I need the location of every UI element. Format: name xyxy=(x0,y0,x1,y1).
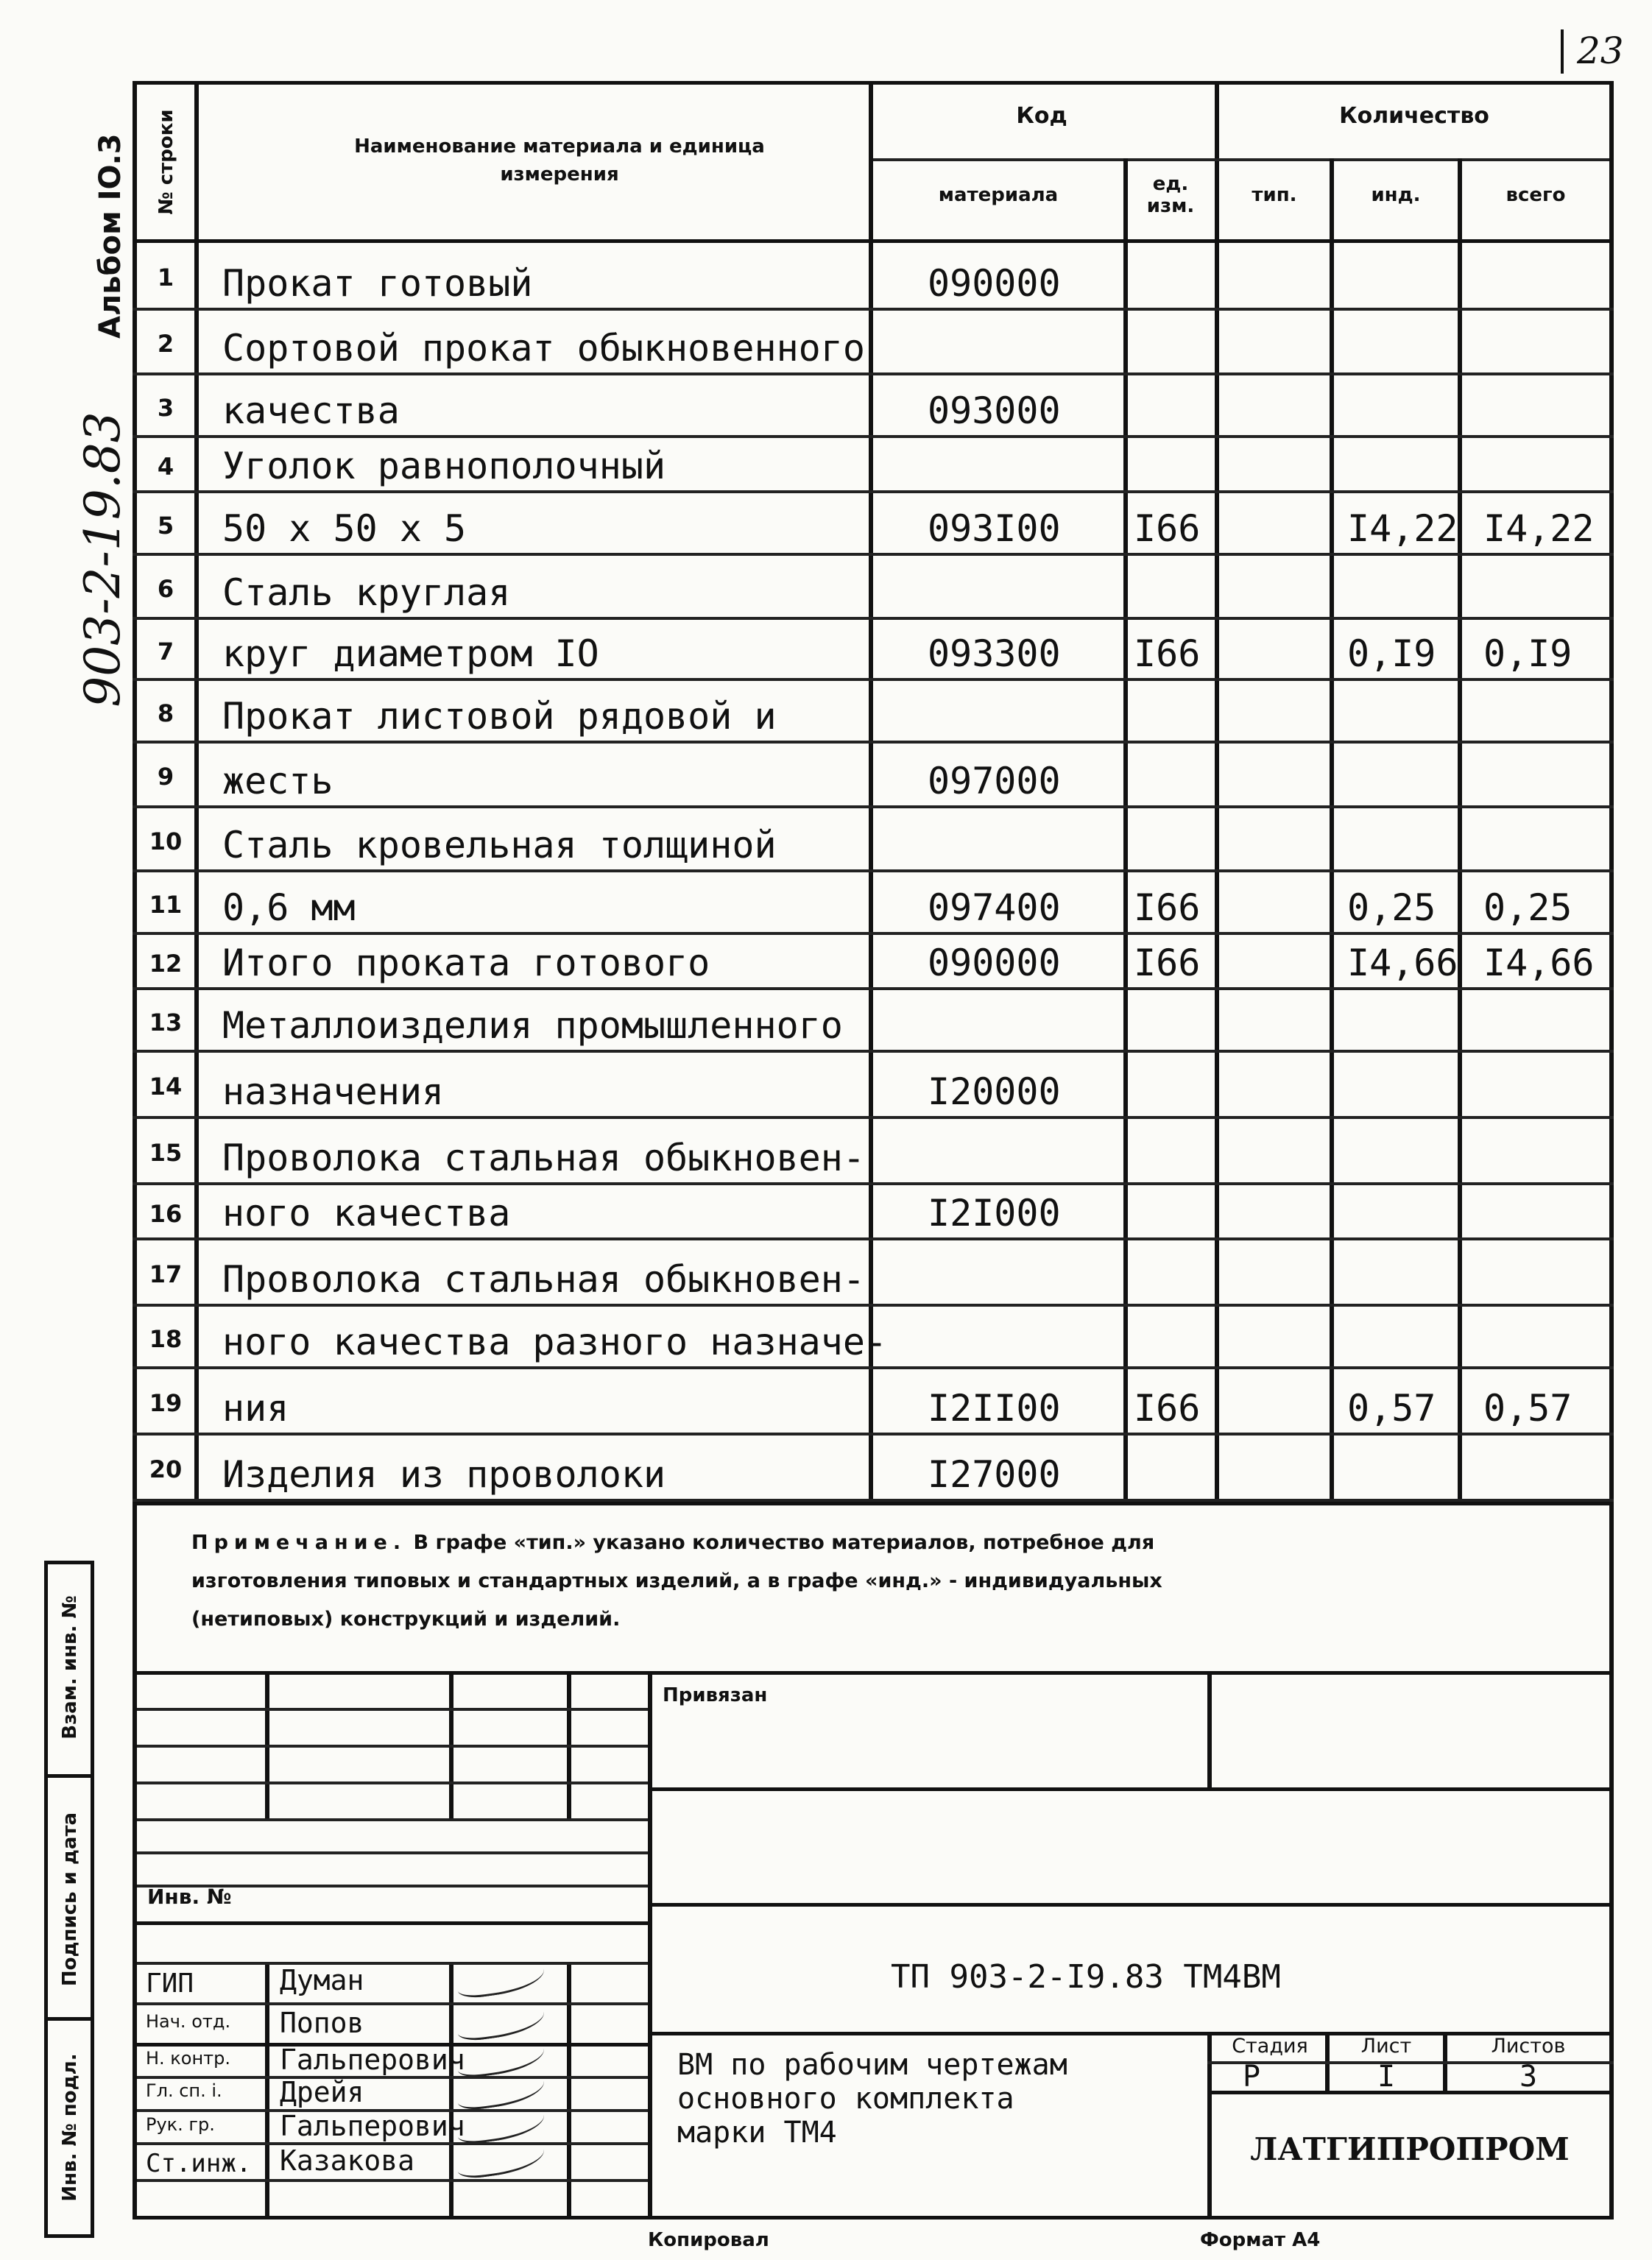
row-number: 10 xyxy=(149,827,183,855)
row-code: 093I00 xyxy=(928,507,1061,550)
header-name: Наименование материала и единица измерения xyxy=(354,135,765,186)
row-number: 13 xyxy=(149,1008,183,1037)
signer-name: Казакова xyxy=(280,2144,415,2177)
row-name: Прокат готовый xyxy=(222,262,533,305)
signature-mark xyxy=(455,1999,547,2043)
row-number: 5 xyxy=(157,511,174,540)
row-number: 3 xyxy=(157,393,174,422)
row-number: 7 xyxy=(157,637,174,665)
table-row xyxy=(133,243,1614,311)
table-row xyxy=(133,493,1614,556)
row-total: I4,22 xyxy=(1483,507,1595,550)
privyazan-label: Привязан xyxy=(663,1684,768,1706)
row-code: I27000 xyxy=(928,1453,1061,1496)
row-number: 8 xyxy=(157,699,174,727)
row-total: 0,I9 xyxy=(1483,632,1572,675)
vzam-inv-label: Взам. инв. № xyxy=(59,1595,81,1740)
signer-name: Гальперович xyxy=(280,2110,465,2142)
signer-name: Гальперович xyxy=(280,2044,465,2076)
row-name: качества xyxy=(222,389,400,432)
row-number: 9 xyxy=(157,763,174,791)
org-name: ЛАТГИПРОПРОМ xyxy=(1250,2131,1570,2167)
sheet-value: I xyxy=(1377,2060,1396,2094)
description xyxy=(677,2048,1067,2150)
row-code: I2II00 xyxy=(928,1387,1061,1430)
row-code: 097400 xyxy=(928,886,1061,929)
table-row xyxy=(133,872,1614,935)
note-lead: Примечание. xyxy=(191,1531,407,1554)
row-code: 090000 xyxy=(928,262,1061,305)
row-name: Сталь круглая xyxy=(222,571,511,614)
note-line3: (нетиповых) конструкций и изделий. xyxy=(191,1608,621,1631)
row-code: 093000 xyxy=(928,389,1061,432)
header-code-unit: ед. изм. xyxy=(1146,173,1195,217)
signer-name: Попов xyxy=(280,2007,364,2039)
row-name: Прокат листовой рядовой и xyxy=(222,695,777,738)
row-name: Сталь кровельная толщиной xyxy=(222,824,777,866)
row-name: ного качества xyxy=(222,1192,511,1235)
row-name: Итого проката готового xyxy=(222,942,710,984)
podpis-data-label: Подпись и дата xyxy=(59,1812,81,1987)
row-ind: 0,I9 xyxy=(1347,632,1436,675)
table-row xyxy=(133,990,1614,1053)
signer-role: Нач. отд. xyxy=(146,2011,231,2032)
row-number: 2 xyxy=(157,330,174,358)
row-code: I20000 xyxy=(928,1070,1061,1113)
row-unit: I66 xyxy=(1134,632,1201,675)
header-code-material: материала xyxy=(938,184,1059,206)
signer-role: Ст.инж. xyxy=(146,2149,252,2178)
table-row xyxy=(133,375,1614,438)
table-row xyxy=(133,1240,1614,1307)
inv-no-label: Инв. № xyxy=(147,1885,232,1909)
row-name: 0,6 мм xyxy=(222,886,356,929)
row-name: Уголок равнополочный xyxy=(222,445,666,487)
sheets-label: Листов xyxy=(1491,2035,1566,2058)
row-unit: I66 xyxy=(1134,1387,1201,1430)
table-row xyxy=(133,620,1614,681)
row-total: I4,66 xyxy=(1483,942,1595,984)
side-stamp-strip xyxy=(44,1561,94,2238)
title-block xyxy=(133,1671,1614,2220)
format-label: Формат А4 xyxy=(1200,2229,1321,2251)
row-name: назначения xyxy=(222,1070,445,1113)
signer-role: Гл. сп. і. xyxy=(146,2080,222,2101)
row-unit: I66 xyxy=(1134,942,1201,984)
row-ind: I4,22 xyxy=(1347,507,1458,550)
header-row-no xyxy=(137,85,194,239)
copied-label: Копировал xyxy=(648,2229,769,2251)
table-row xyxy=(133,1053,1614,1119)
table-row xyxy=(133,438,1614,493)
table-row xyxy=(133,744,1614,808)
row-number: 11 xyxy=(149,890,183,919)
table-row xyxy=(133,681,1614,744)
header-quantity: Количество xyxy=(1339,103,1489,129)
row-ind: 0,57 xyxy=(1347,1387,1436,1430)
description-line-2: основного комплекта xyxy=(677,2082,1014,2116)
row-total: 0,57 xyxy=(1483,1387,1572,1430)
note-line1: В графе «тип.» указано количество материалов, потребное для xyxy=(413,1531,1155,1554)
doc-code-handwritten: 903-2-19.83 xyxy=(74,412,131,707)
row-name: ния xyxy=(222,1387,289,1430)
row-number: 18 xyxy=(149,1324,183,1353)
note-block xyxy=(133,1505,1614,1675)
row-number: 1 xyxy=(157,264,174,292)
header-row-no-text: № строки xyxy=(155,109,177,215)
signer-role: ГИП xyxy=(146,1968,194,1999)
header-qty-total: всего xyxy=(1505,184,1566,206)
table-row xyxy=(133,1119,1614,1185)
description-line-3: марки ТМ4 xyxy=(677,2116,837,2150)
row-name: Проволока стальная обыкновен- xyxy=(222,1137,865,1179)
row-number: 12 xyxy=(149,949,183,978)
row-ind: I4,66 xyxy=(1347,942,1458,984)
note-line2: изготовления типовых и стандартных изделий, а в графе «инд.» - индивидуальных xyxy=(191,1569,1162,1592)
table-row xyxy=(133,556,1614,620)
table-row xyxy=(133,935,1614,990)
table-row xyxy=(133,808,1614,872)
row-code: I2I000 xyxy=(928,1192,1061,1235)
header-code: Код xyxy=(1016,103,1067,129)
sheet-label: Лист xyxy=(1360,2035,1412,2058)
row-number: 16 xyxy=(149,1199,183,1228)
row-unit: I66 xyxy=(1134,507,1201,550)
table-row xyxy=(133,1369,1614,1436)
table-body xyxy=(133,243,1614,1502)
sheets-value: 3 xyxy=(1519,2060,1538,2094)
stage-value: Р xyxy=(1242,2060,1261,2094)
album-label: Альбом IO.3 xyxy=(93,133,127,339)
header-qty-typ: тип. xyxy=(1252,184,1297,206)
table-row xyxy=(133,311,1614,375)
signer-name: Дрейя xyxy=(280,2076,364,2108)
row-unit: I66 xyxy=(1134,886,1201,929)
row-number: 20 xyxy=(149,1455,183,1483)
row-name: жесть xyxy=(222,760,333,802)
row-code: 097000 xyxy=(928,760,1061,802)
row-total: 0,25 xyxy=(1483,886,1572,929)
description-line-1: ВМ по рабочим чертежам xyxy=(677,2048,1067,2082)
table-frame xyxy=(133,81,1614,1509)
row-name: Изделия из проволоки xyxy=(222,1453,666,1496)
row-name: круг диаметром IO xyxy=(222,632,599,675)
page-number-text: 23 xyxy=(1577,29,1624,72)
row-code: 093300 xyxy=(928,632,1061,675)
designation: ТП 903-2-I9.83 ТМ4ВМ xyxy=(891,1958,1281,1996)
row-name: Сортовой прокат обыкновенного xyxy=(222,327,865,370)
table-row xyxy=(133,1185,1614,1240)
row-name: 50 х 50 х 5 xyxy=(222,507,467,550)
table-row xyxy=(133,1436,1614,1502)
row-name: ного качества разного назначе- xyxy=(222,1321,888,1363)
row-code: 090000 xyxy=(928,942,1061,984)
row-number: 15 xyxy=(149,1139,183,1167)
row-ind: 0,25 xyxy=(1347,886,1436,929)
row-number: 14 xyxy=(149,1073,183,1101)
row-number: 17 xyxy=(149,1260,183,1288)
row-number: 6 xyxy=(157,574,174,603)
inv-podl-label: Инв. № подл. xyxy=(59,2053,81,2202)
stage-label: Стадия xyxy=(1232,2035,1308,2058)
row-number: 19 xyxy=(149,1389,183,1417)
row-number: 4 xyxy=(157,452,174,481)
row-name: Проволока стальная обыкновен- xyxy=(222,1258,865,1301)
signer-name: Думан xyxy=(280,1964,364,1996)
header-qty-ind: инд. xyxy=(1371,184,1421,206)
table-row xyxy=(133,1307,1614,1369)
signer-role: Рук. гр. xyxy=(146,2114,215,2135)
page-number xyxy=(1561,29,1637,74)
row-name: Металлоизделия промышленного xyxy=(222,1004,843,1047)
signer-role: Н. контр. xyxy=(146,2048,231,2069)
